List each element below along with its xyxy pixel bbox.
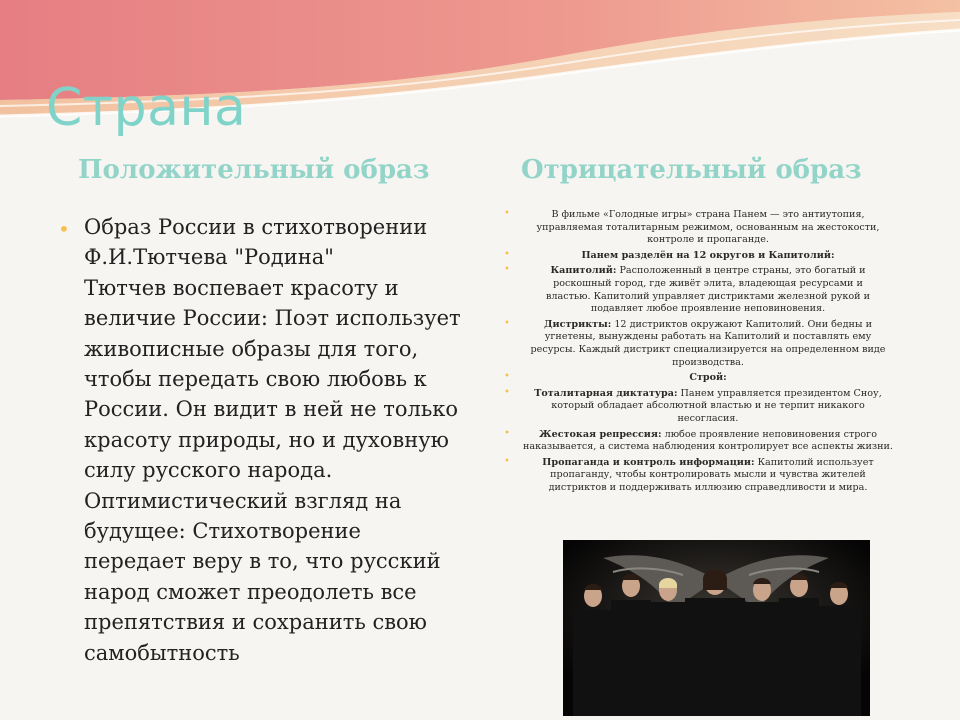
bullet-dot-icon: • bbox=[504, 264, 510, 276]
positive-text-line: величие России: Поэт использует bbox=[84, 306, 461, 331]
positive-heading: Положительный образ bbox=[78, 155, 430, 185]
bullet-dot-icon: • bbox=[504, 386, 510, 398]
positive-text-line: живописные образы для того, bbox=[84, 336, 419, 361]
item-line: угнетены, вынуждены работать на Капитолий и поставлять ему bbox=[544, 331, 872, 343]
bullet-dot-icon: • bbox=[504, 208, 510, 219]
bullet-dot-icon: • bbox=[504, 371, 510, 383]
item-line: который обладает абсолютной властью и не терпит никакого bbox=[551, 400, 865, 412]
negative-list-item bbox=[502, 319, 902, 369]
negative-item-text bbox=[502, 429, 902, 454]
item-line: 12 дистриктов окружают Капитолий. Они бедны и bbox=[611, 318, 872, 330]
item-line: Панем управляется президентом Сноу, bbox=[677, 387, 882, 399]
positive-text-line: Ф.И.Тютчева "Родина" bbox=[84, 245, 334, 270]
hunger-games-poster-image bbox=[563, 540, 870, 716]
item-label: Строй: bbox=[689, 372, 727, 384]
item-line: Капитолий использует bbox=[754, 456, 874, 468]
positive-text-line: чтобы передать свою любовь к bbox=[84, 367, 427, 392]
negative-item-text bbox=[502, 372, 902, 385]
item-line: несогласия. bbox=[677, 412, 739, 424]
negative-list-item bbox=[502, 457, 902, 495]
item-label: Пропаганда и контроль информации: bbox=[542, 456, 755, 468]
item-line: пропаганду, чтобы контролировать мысли и чувства жителей bbox=[550, 469, 866, 481]
item-line: властью. Капитолий управляет дистриктами железной рукой и bbox=[546, 290, 870, 302]
item-line: любое проявление неповиновения строго bbox=[661, 428, 877, 440]
negative-list-item bbox=[502, 250, 902, 263]
item-line: производства. bbox=[672, 356, 744, 368]
positive-text-line: России. Он видит в ней не только bbox=[84, 397, 459, 422]
negative-heading: Отрицательный образ bbox=[521, 155, 862, 185]
negative-item-text bbox=[502, 209, 902, 247]
item-label: Панем разделён на 12 округов и Капитолий: bbox=[581, 249, 835, 261]
positive-text-line: самобытность bbox=[84, 640, 240, 665]
item-line: Расположенный в центре страны, это богатый и bbox=[616, 265, 866, 277]
positive-text-line: Тютчев воспевает красоту и bbox=[84, 275, 399, 300]
positive-text-line: Оптимистический взгляд на bbox=[84, 488, 402, 513]
item-line: ресурсы. Каждый дистрикт специализируется на определенном виде bbox=[530, 343, 886, 355]
negative-text-block bbox=[502, 209, 902, 497]
item-line: дистриктов и поддерживать иллюзию справедливости и мира. bbox=[548, 481, 868, 493]
positive-text-line: будущее: Стихотворение bbox=[84, 519, 361, 544]
negative-item-text bbox=[502, 388, 902, 426]
positive-text-line: народ сможет преодолеть все bbox=[84, 579, 417, 604]
negative-item-text bbox=[502, 265, 902, 315]
item-line: В фильме «Голодные игры» страна Панем — это антиутопия, bbox=[551, 209, 865, 220]
negative-list-item bbox=[502, 265, 902, 315]
positive-text-line: препятствия и сохранить свою bbox=[84, 610, 427, 635]
item-label: Дистрикты: bbox=[543, 318, 612, 330]
bullet-dot-icon: • bbox=[504, 455, 510, 467]
positive-text-line: силу русского народа. bbox=[84, 458, 333, 483]
positive-text-line: Образ России в стихотворении bbox=[84, 215, 428, 239]
item-line: подавляет любое проявление неповиновения. bbox=[590, 303, 826, 315]
positive-text-line: передает веру в то, что русский bbox=[84, 549, 441, 574]
item-label: Капитолий: bbox=[550, 265, 617, 277]
item-line: роскошный город, где живёт элита, владеющая ресурсами и bbox=[553, 277, 863, 289]
negative-item-text bbox=[502, 319, 902, 369]
bullet-dot-icon: • bbox=[504, 248, 510, 260]
negative-list-item bbox=[502, 209, 902, 247]
item-label: Жестокая репрессия: bbox=[539, 428, 662, 440]
positive-text bbox=[84, 212, 478, 668]
item-line: наказывается, а система наблюдения контролирует все аспекты жизни. bbox=[523, 441, 893, 453]
bullet-dot-icon: • bbox=[504, 317, 510, 329]
negative-list-item bbox=[502, 429, 902, 454]
negative-item-text bbox=[502, 457, 902, 495]
bullet-dot-icon: • bbox=[504, 427, 510, 439]
negative-list-item bbox=[502, 388, 902, 426]
positive-text-line: красоту природы, но и духовную bbox=[84, 427, 449, 452]
item-line: управляемая тоталитарным режимом, основанным на жестокости, bbox=[536, 221, 880, 233]
slide-title: Страна bbox=[46, 78, 247, 138]
bullet-dot-icon: • bbox=[58, 217, 70, 241]
item-label: Тоталитарная диктатура: bbox=[534, 387, 678, 399]
negative-list-item bbox=[502, 372, 902, 385]
negative-item-text bbox=[502, 250, 902, 263]
positive-text-block bbox=[58, 212, 478, 668]
item-line: контроле и пропаганде. bbox=[647, 234, 769, 246]
